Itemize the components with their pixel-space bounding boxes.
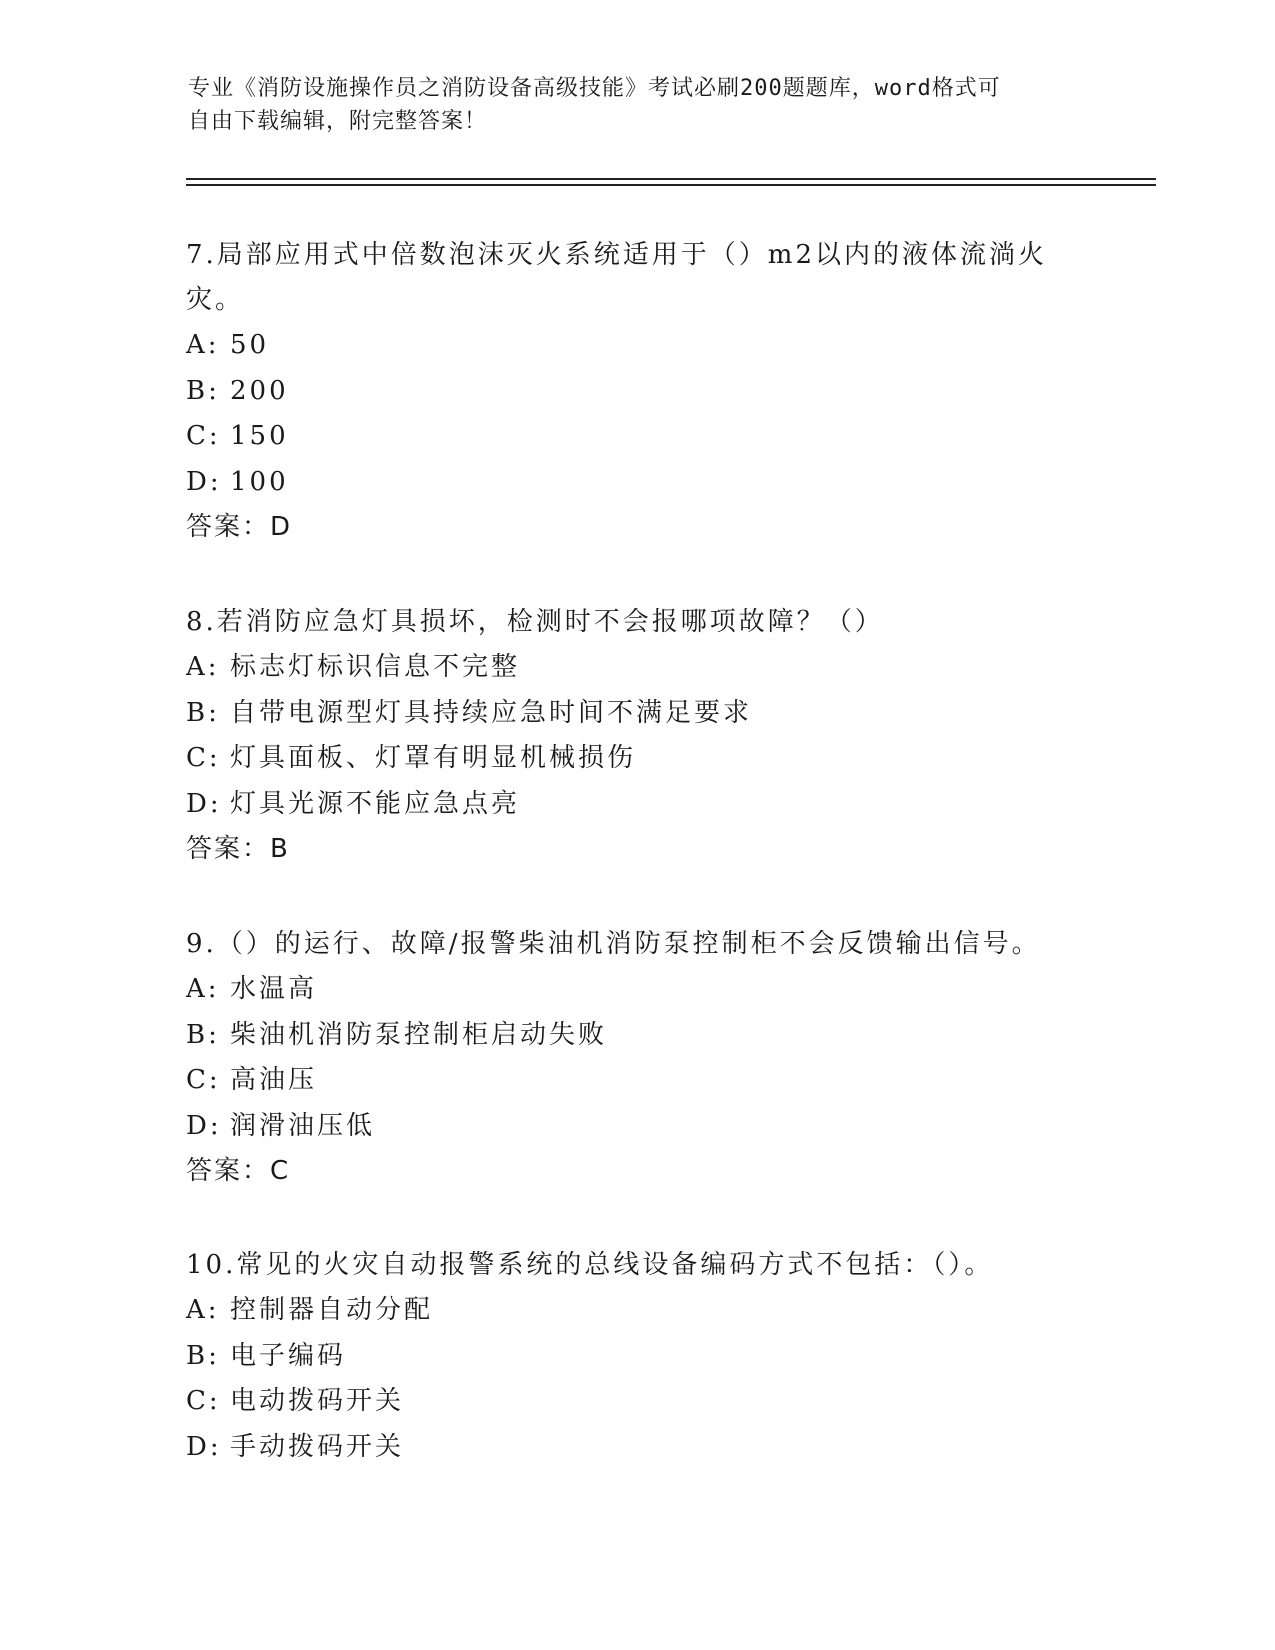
question-stem: 10.常见的火灾自动报警系统的总线设备编码方式不包括：（）。: [186, 1250, 994, 1280]
option-text: 灯具光源不能应急点亮: [230, 788, 521, 819]
option-text: 电子编码: [230, 1340, 347, 1371]
option-label: C:: [186, 1065, 221, 1095]
option-c: [186, 414, 1086, 460]
question-stem: 7.局部应用式中倍数泡沫灭火系统适用于（）m2以内的液体流淌火灾。: [186, 240, 1048, 315]
option-d: [186, 460, 1086, 506]
question-stem: 8.若消防应急灯具损坏，检测时不会报哪项故障？（）: [186, 607, 884, 637]
header-divider-bottom: [186, 184, 1156, 186]
answer-line: 答案：C: [186, 1156, 291, 1186]
option-text: 柴油机消防泵控制柜启动失败: [230, 1019, 608, 1050]
option-label: D:: [186, 788, 222, 819]
option-text: 润滑油压低: [230, 1110, 376, 1141]
option-label: B:: [186, 1340, 220, 1371]
header-divider-top: [186, 178, 1156, 180]
option-text: 电动拨码开关: [230, 1386, 405, 1416]
option-a: [186, 967, 1086, 1013]
option-label: B:: [186, 697, 220, 728]
option-label: A:: [186, 330, 220, 360]
option-label: D:: [186, 1110, 222, 1141]
option-a: [186, 323, 1086, 369]
option-label: D:: [186, 1431, 222, 1462]
option-b: [186, 1013, 1086, 1059]
option-label: C:: [186, 743, 221, 773]
option-text: 水温高: [230, 974, 318, 1004]
option-label: A:: [186, 1295, 220, 1325]
header-line-2: 自由下载编辑，附完整答案！: [188, 109, 488, 134]
option-text: 灯具面板、灯罩有明显机械损伤: [230, 743, 637, 773]
option-d: [186, 1104, 1086, 1150]
option-c: [186, 1058, 1086, 1104]
option-text: 标志灯标识信息不完整: [230, 652, 521, 682]
option-c: [186, 1379, 1086, 1425]
option-b: [186, 1334, 1086, 1380]
option-text: 100: [230, 466, 289, 497]
option-a: [186, 1288, 1086, 1334]
option-c: [186, 736, 1086, 782]
option-text: 200: [230, 375, 289, 406]
option-label: A:: [186, 974, 220, 1004]
option-label: B:: [186, 1019, 220, 1050]
option-label: D:: [186, 466, 222, 497]
question-block-9: [186, 922, 1086, 1195]
answer-line: 答案：D: [186, 512, 293, 542]
answer-line: 答案：B: [186, 834, 290, 864]
question-block-10: [186, 1243, 1086, 1470]
header-line-1: 专业《消防设施操作员之消防设备高级技能》考试必刷200题题库，word格式可: [188, 76, 1001, 101]
option-label: B:: [186, 375, 220, 406]
document-header: [188, 72, 1068, 138]
option-label: C:: [186, 421, 221, 451]
option-d: [186, 782, 1086, 828]
option-text: 150: [230, 421, 289, 451]
question-block-8: [186, 600, 1086, 873]
option-text: 手动拨码开关: [230, 1431, 405, 1462]
option-label: C:: [186, 1386, 221, 1416]
option-text: 控制器自动分配: [230, 1295, 434, 1325]
option-label: A:: [186, 652, 220, 682]
question-block-7: [186, 233, 1086, 551]
option-text: 高油压: [230, 1065, 318, 1095]
option-d: [186, 1425, 1086, 1471]
option-text: 自带电源型灯具持续应急时间不满足要求: [230, 697, 753, 728]
option-a: [186, 645, 1086, 691]
option-text: 50: [230, 330, 270, 360]
question-stem: 9.（）的运行、故障/报警柴油机消防泵控制柜不会反馈输出信号。: [186, 929, 1041, 959]
option-b: [186, 691, 1086, 737]
option-b: [186, 369, 1086, 415]
